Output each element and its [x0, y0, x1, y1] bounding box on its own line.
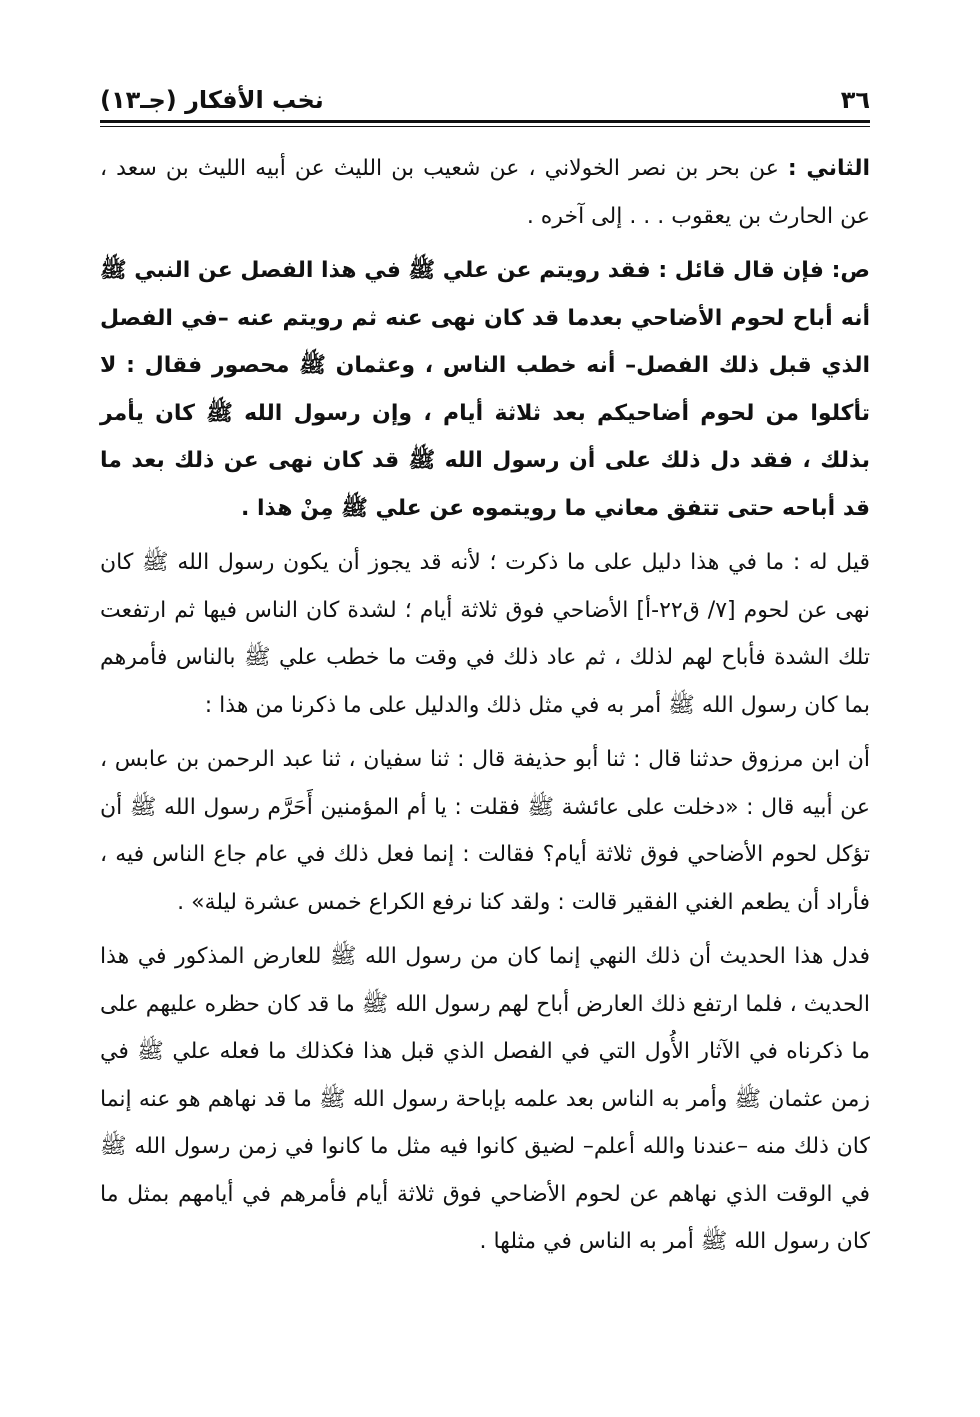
book-title: نخب الأفكار (جـ١٣) — [100, 86, 324, 114]
paragraph — [100, 933, 870, 1266]
paragraph-lead: ص: — [831, 258, 870, 283]
paragraph — [100, 539, 870, 729]
page-number: ٣٦ — [840, 86, 870, 114]
paragraph-text: عن بحر بن نصر الخولاني ، عن شعيب بن الليث عن أبيه الليث بن سعد ، عن الحارث بن يعقوب . . . إلى آخره . — [100, 156, 870, 229]
paragraph-lead: الثاني : — [787, 156, 870, 181]
paragraph-text: قيل له : ما في هذا دليل على ما ذكرت ؛ لأنه قد يجوز أن يكون رسول الله ﷺ كان نهى عن لحوم [٧/ ق٢٢-أ] الأضاحي فوق ثلاثة أيام ؛ لشدة كان الناس فيها ثم ارتفعت تلك الشدة فأباح لهم لذلك ، ثم عاد ذلك في وقت ما خطب علي ﷺ بالناس فأمرهم بما كان رسول الله ﷺ أمر به في مثل ذلك والدليل على ما ذكرنا من هذا : — [100, 550, 870, 718]
page-body — [100, 145, 870, 1266]
paragraph-text: أن ابن مرزوق حدثنا قال : ثنا أبو حذيفة قال : ثنا سفيان ، ثنا عبد الرحمن بن عابس ، عن أبيه قال : «دخلت على عائشة ﷺ فقلت : يا أم المؤمنين أَحَرَّم رسول الله ﷺ أن تؤكل لحوم الأضاحي فوق ثلاثة أيام؟ فقالت : إنما فعل ذلك في عام جاع الناس فيه ، فأراد أن يطعم الغني الفقير قالت : ولقد كنا نرفع الكراع خمس عشرة ليلة» . — [100, 747, 870, 915]
paragraph — [100, 247, 870, 532]
paragraph-text: فإن قال قائل : فقد رويتم عن علي ﷺ في هذا الفصل عن النبي ﷺ أنه أباح لحوم الأضاحي بعدما قد كان نهى عنه ثم رويتم عنه –في الفصل الذي قبل ذلك الفصل– أنه خطب الناس ، وعثمان ﷺ محصور فقال : لا تأكلوا من لحوم أضاحيكم بعد ثلاثة أيام ، وإن رسول الله ﷺ كان يأمر بذلك ، فقد دل ذلك على أن رسول الله ﷺ قد كان نهى عن ذلك بعد ما قد أباحه حتى تتفق معاني ما رويتموه عن علي ﷺ مِنْ هذا . — [100, 258, 870, 521]
header-rule-thin — [100, 126, 870, 127]
paragraph — [100, 736, 870, 926]
paragraph — [100, 145, 870, 240]
header-rule — [100, 120, 870, 123]
running-head — [100, 70, 870, 120]
book-page — [100, 70, 870, 1400]
paragraph-text: فدل هذا الحديث أن ذلك النهي إنما كان من رسول الله ﷺ للعارض المذكور في هذا الحديث ، فلما ارتفع ذلك العارض أباح لهم رسول الله ﷺ ما قد كان حظره عليهم على ما ذكرناه في الآثار الأُول التي في الفصل الذي قبل هذا فكذلك ما فعله علي ﷺ في زمن عثمان ﷺ وأمر به الناس بعد علمه بإباحة رسول الله ﷺ ما قد نهاهم هو عنه إنما كان ذلك منه –عندنا والله أعلم– لضيق كانوا فيه مثل ما كانوا في زمن رسول الله ﷺ في الوقت الذي نهاهم عن لحوم الأضاحي فوق ثلاثة أيام فأمرهم في أيامهم بمثل ما كان رسول الله ﷺ أمر به الناس في مثلها . — [100, 944, 870, 1254]
